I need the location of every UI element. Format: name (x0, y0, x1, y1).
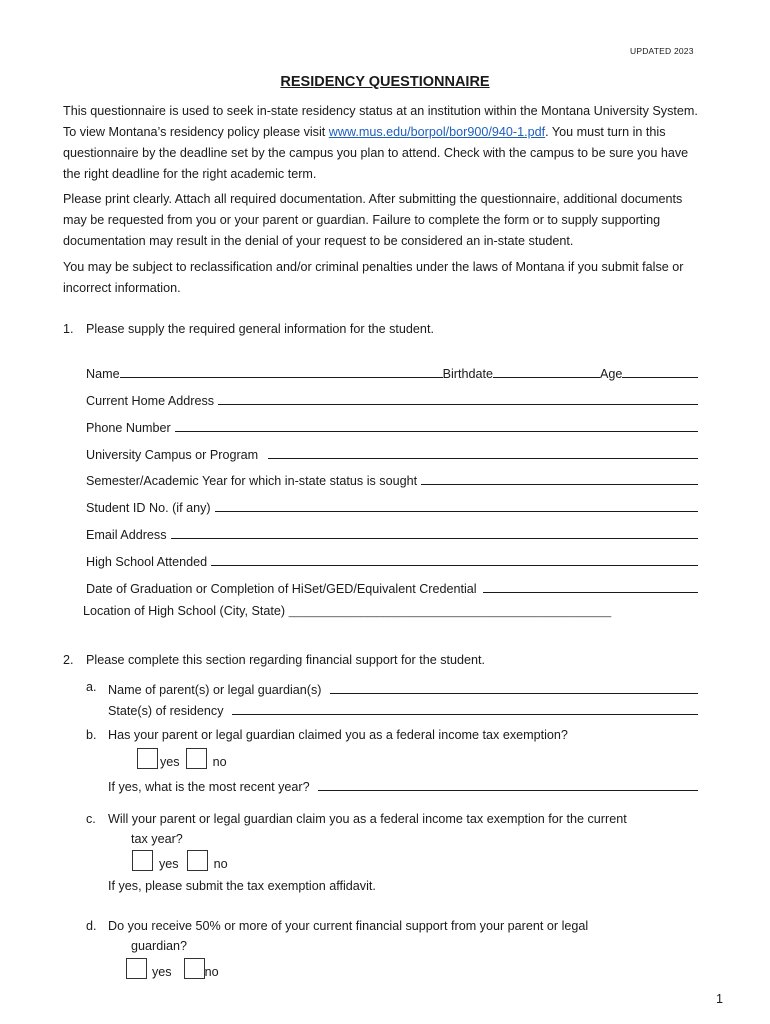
page-number: 1 (716, 992, 724, 1006)
item-c-no-checkbox[interactable] (187, 850, 208, 871)
name-field[interactable] (120, 377, 443, 378)
graduation-row (86, 578, 698, 596)
phone-field[interactable] (175, 431, 698, 432)
high-school-label: High School Attended (86, 555, 208, 569)
item-c-question-line1: Will your parent or legal guardian claim you as a federal income tax exemption for the current (108, 812, 627, 826)
phone-row (86, 417, 698, 435)
updated-date: UPDATED 2023 (630, 46, 694, 56)
parents-field[interactable] (330, 693, 699, 694)
campus-field[interactable] (268, 458, 698, 459)
page-title: RESIDENCY QUESTIONNAIRE (280, 74, 490, 90)
student-id-field[interactable] (215, 511, 698, 512)
item-b-no-label: no (212, 755, 227, 769)
item-c-question-line2: tax year? (131, 832, 183, 846)
item-d-no-checkbox[interactable] (184, 958, 205, 979)
graduation-label: Date of Graduation or Completion of HiSet/GED/Equivalent Credential (86, 582, 477, 596)
item-c-yes-checkbox[interactable] (132, 850, 153, 871)
item-d-yes-checkbox[interactable] (126, 958, 147, 979)
intro-text-after-link: . You must turn in this questionnaire by the deadline set by the campus you plan to attend. Check with the campus to be sure you have the right deadline for the right academic term. (63, 125, 689, 181)
item-c-options (132, 850, 232, 871)
item-d-question-line2: guardian? (131, 939, 188, 953)
intro-text-before-link: This questionnaire is used to seek in-state residency status at an institution within the Montana University System. To view Montana’s residency policy please visit (63, 104, 698, 139)
birthdate-label: Birthdate (442, 367, 493, 381)
parents-row (108, 679, 698, 697)
item-c-yes-label: yes (159, 857, 179, 871)
hs-location-field[interactable]: __________________________________________________________ (288, 607, 612, 618)
section-2-number: 2. (63, 653, 74, 667)
intro-paragraph-1 (63, 101, 703, 185)
email-field[interactable] (171, 538, 699, 539)
age-label: Age (600, 367, 623, 381)
student-id-row (86, 497, 698, 515)
item-b-yes-label: yes (160, 755, 180, 769)
item-b-followup-row (108, 776, 698, 794)
campus-label: University Campus or Program (86, 448, 259, 462)
high-school-row (86, 551, 698, 569)
item-d-letter: d. (86, 919, 97, 933)
hs-location-row (83, 604, 653, 618)
tax-year-field[interactable] (318, 790, 698, 791)
hs-location-label: Location of High School (City, State) (83, 604, 286, 618)
intro-paragraph-2: Please print clearly. Attach all required documentation. After submitting the questionnaire, additional documents may be requested from you or your parent or guardian. Failure to complete the form or to supply supporting documentation may result in the denial of your request to be considered an in-state student. (63, 192, 683, 248)
section-1-prompt: Please supply the required general information for the student. (86, 322, 434, 336)
intro-paragraph-3: You may be subject to reclassification and/or criminal penalties under the laws of Montana if you submit false or incorrect information. (63, 260, 684, 295)
item-b-followup-label: If yes, what is the most recent year? (108, 780, 310, 794)
item-a-letter: a. (86, 680, 97, 694)
address-label: Current Home Address (86, 394, 215, 408)
age-field[interactable] (622, 377, 698, 378)
birthdate-field[interactable] (493, 377, 600, 378)
section-2-prompt: Please complete this section regarding financial support for the student. (86, 653, 486, 667)
graduation-field[interactable] (483, 592, 698, 593)
semester-label: Semester/Academic Year for which in-state status is sought (86, 474, 418, 488)
phone-label: Phone Number (86, 421, 171, 435)
student-id-label: Student ID No. (if any) (86, 501, 211, 515)
name-label: Name (86, 367, 120, 381)
campus-row (86, 444, 698, 462)
item-d-question-line1: Do you receive 50% or more of your current financial support from your parent or legal (108, 919, 589, 933)
parents-label: Name of parent(s) or legal guardian(s) (108, 683, 322, 697)
states-field[interactable] (232, 714, 699, 715)
item-c-letter: c. (86, 812, 96, 826)
states-label: State(s) of residency (108, 704, 224, 718)
item-d-options (126, 958, 223, 979)
semester-row (86, 470, 698, 488)
item-b-options (137, 748, 231, 769)
item-b-question: Has your parent or legal guardian claimed you as a federal income tax exemption? (108, 728, 568, 742)
states-row (108, 700, 698, 718)
high-school-field[interactable] (211, 565, 698, 566)
residency-policy-link[interactable]: www.mus.edu/borpol/bor900/940-1.pdf (328, 125, 546, 139)
item-b-no-checkbox[interactable] (186, 748, 207, 769)
name-birthdate-age-row (86, 363, 698, 381)
item-d-no-label: no (204, 965, 219, 979)
item-c-no-label: no (213, 857, 228, 871)
item-c-followup: If yes, please submit the tax exemption affidavit. (108, 879, 376, 893)
item-b-yes-checkbox[interactable] (137, 748, 158, 769)
email-label: Email Address (86, 528, 167, 542)
email-row (86, 524, 698, 542)
section-1-number: 1. (63, 322, 74, 336)
semester-field[interactable] (421, 484, 698, 485)
address-field[interactable] (218, 404, 698, 405)
item-b-letter: b. (86, 728, 97, 742)
item-d-yes-label: yes (152, 965, 172, 979)
address-row (86, 390, 698, 408)
